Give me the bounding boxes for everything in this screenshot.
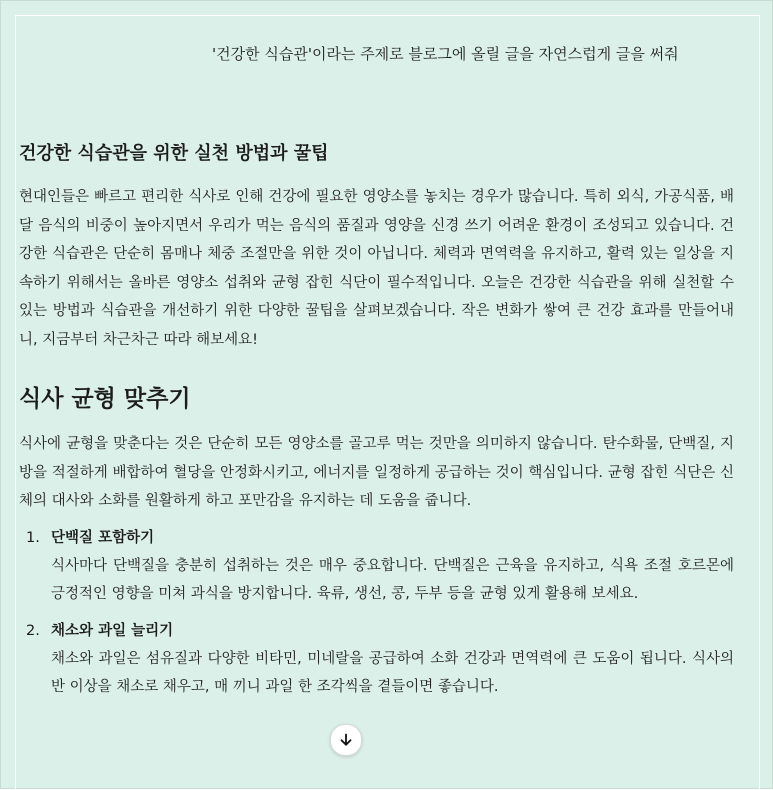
tip-title: 단백질 포함하기 xyxy=(51,529,155,546)
tip-body: 식사마다 단백질을 충분히 섭취하는 것은 매우 중요합니다. 단백질은 근육을 유지하고, 식욕 조절 호르몬에 긍정적인 영향을 미쳐 과식을 방지합니다. 육류, 생선, 콩, 두부 등을 균형 있게 활용해 보세요. xyxy=(51,557,734,602)
user-prompt: '건강한 식습관'이라는 주제로 블로그에 올릴 글을 자연스럽게 글을 써줘 xyxy=(212,45,679,63)
article-intro: 현대인들은 빠르고 편리한 식사로 인해 건강에 필요한 영양소를 놓치는 경우가 많습니다. 특히 외식, 가공식품, 배달 음식의 비중이 높아지면서 우리가 먹는 음식의 품질과 영양을 신경 쓰기 어려운 환경이 조성되고 있습니다. 건강한 식습관은 단순히 몸매나 체중 조절만을 위한 것이 아닙니다. 체력과 면역력을 유지하고, 활력 있는 일상을 지속하기 위해서는 올바른 영양소 섭취와 균형 잡힌 식단이 필수적입니다. 오늘은 건강한 식습관을 위해 실천할 수 있는 방법과 식습관을 개선하기 위한 다양한 꿀팁을 살펴보겠습니다. 작은 변화가 쌓여 큰 건강 효과를 만들어내니, 지금부터 차근차근 따라 해보세요! xyxy=(19,189,734,348)
section-body: 식사에 균형을 맞춘다는 것은 단순히 모든 영양소를 골고루 먹는 것만을 의미하지 않습니다. 탄수화물, 단백질, 지방을 적절하게 배합하여 혈당을 안정화시키고, 에너지를 일정하게 공급하는 것이 핵심입니다. 균형 잡힌 식단은 신체의 대사와 소화를 원활하게 하고 포만감을 유지하는 데 도움을 줍니다. xyxy=(19,436,734,509)
section-title: 식사 균형 맞추기 xyxy=(19,386,191,412)
list-item xyxy=(19,524,734,609)
arrow-down-icon xyxy=(339,733,353,747)
list-number: 1. xyxy=(26,529,40,546)
assistant-response xyxy=(19,141,734,710)
list-number: 2. xyxy=(26,622,40,639)
tip-body: 채소와 과일은 섬유질과 다양한 비타민, 미네랄을 공급하여 소화 건강과 면역력에 큰 도움이 됩니다. 식사의 반 이상을 채소로 채우고, 매 끼니 과일 한 조각씩을 곁들이면 좋습니다. xyxy=(51,650,734,695)
list-item xyxy=(19,617,734,702)
tips-list xyxy=(19,524,734,702)
scroll-to-bottom-button[interactable] xyxy=(330,724,362,756)
tip-title: 채소와 과일 늘리기 xyxy=(51,622,174,639)
article-subtitle: 건강한 식습관을 위한 실천 방법과 꿀팁 xyxy=(19,143,329,164)
